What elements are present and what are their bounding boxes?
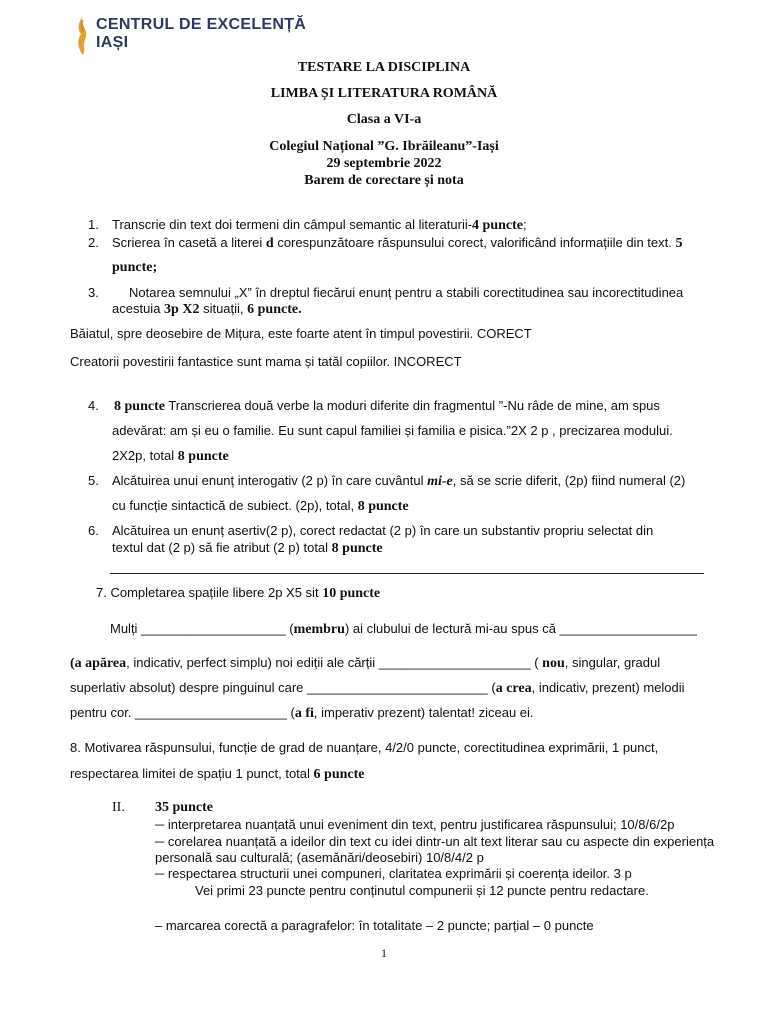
section-2-points: 35 puncte: [155, 800, 213, 815]
section-2-line-5: Vei primi 23 puncte pentru conținutul compunerii și 12 puncte pentru redactare.: [195, 883, 649, 898]
item-4-number: 4.: [88, 398, 99, 413]
fill-4-word: a fi: [294, 706, 314, 721]
item-3-points: 6 puncte.: [247, 302, 302, 317]
fill-2-word: (a apărea: [70, 656, 127, 671]
item-8-line-2: [70, 766, 364, 783]
item-5-line-2: [112, 498, 409, 515]
item-4-total-label: 2X2p, total: [112, 448, 178, 463]
item-5-number: 5.: [88, 473, 99, 488]
item-1: [112, 217, 527, 234]
fill-4-text-a: pentru cor. _____________________ (: [70, 705, 295, 720]
item-5-text-b: , să se scrie diferit, (2p) fiind numeral (2): [452, 473, 686, 488]
section-2-line-2: ─ corelarea nuanțată a ideilor din text cu idei dintr-un alt text literar sau cu aspecte din experiența: [155, 834, 715, 849]
fill-1-word: membru: [293, 622, 345, 637]
item-6-total: 8 puncte: [331, 541, 383, 556]
title-line-5: 29 septembrie 2022: [326, 156, 442, 171]
fill-3-text-b: , indicativ, prezent) melodii: [531, 680, 685, 695]
item-3-text-a: acestuia: [112, 301, 165, 316]
item-7-line: [96, 585, 380, 602]
section-2-line-1: ─ interpretarea nuanțată unui eveniment din text, pentru justificarea răspunsului; 10/8/6/2p: [155, 817, 675, 832]
item-4-line-2: adevărat: am și eu o familie. Eu sunt capul familiei și familia e pisica.”2X 2 p , precizarea modului.: [112, 423, 673, 438]
title-line-6: Barem de corectare și nota: [304, 173, 464, 188]
fill-line-1: [110, 621, 697, 638]
item-5-total: 8 puncte: [357, 499, 409, 514]
item-3-text-b: situații,: [199, 301, 248, 316]
title-line-4: Colegiul Național ”G. Ibrăileanu”-Iași: [269, 139, 499, 154]
item-3-line-2: [112, 301, 302, 318]
item-3-number: 3.: [88, 285, 99, 300]
flame-icon: [74, 14, 92, 56]
example-correct: Băiatul, spre deosebire de Mițura, este foarte atent în timpul povestirii. CORECT: [70, 326, 532, 341]
item-4-line-1: [114, 398, 660, 415]
item-2: [112, 235, 682, 252]
item-5-line-1: [112, 473, 685, 490]
item-4-total: 8 puncte: [177, 449, 229, 464]
fill-line-3: [70, 680, 685, 697]
divider-line: [110, 573, 704, 574]
section-2-line-4: ─ respectarea structurii unei compuneri, claritatea exprimării și coerența ideilor. 3 p: [155, 866, 632, 881]
title-line-1: TESTARE LA DISCIPLINA: [297, 60, 471, 75]
item-5-text-a: Alcătuirea unui enunț interogativ (2 p) în care cuvântul: [112, 473, 428, 488]
item-1-number: 1.: [88, 217, 99, 232]
item-5-total-label: cu funcție sintactică de subiect. (2p), total,: [112, 498, 358, 513]
fill-2-text-a: , indicativ, perfect simplu) noi ediții ale cărții _____________________ (: [126, 655, 543, 670]
fill-3-text-a: superlativ absolut) despre pinguinul care _________________________ (: [70, 680, 496, 695]
item-8-total: 6 puncte: [313, 767, 365, 782]
example-incorrect: Creatorii povestirii fantastice sunt mama și tatăl copiilor. INCORECT: [70, 354, 462, 369]
item-6-line-1: Alcătuirea un enunț asertiv(2 p), corect redactat (2 p) în care un substantiv propriu selectat din: [112, 523, 654, 538]
item-6-number: 6.: [88, 523, 99, 538]
section-2-line-6: – marcarea corectă a paragrafelor: în totalitate – 2 puncte; parțial – 0 puncte: [155, 918, 594, 933]
item-2-text-b: corespunzătoare răspunsului corect, valorificând informațiile din text.: [273, 235, 676, 250]
fill-4-text-b: , imperativ prezent) talentat! ziceau ei.: [313, 705, 534, 720]
title-line-3: Clasa a VI-a: [346, 112, 422, 127]
item-8-total-label: respectarea limitei de spațiu 1 punct, total: [70, 766, 314, 781]
item-3-multiplier: 3p X2: [164, 302, 200, 317]
item-4-line-3: [112, 448, 229, 465]
section-2-number: II.: [112, 800, 125, 815]
fill-line-4: [70, 705, 534, 722]
fill-2-word-2: nou: [542, 656, 565, 671]
item-2-number: 2.: [88, 235, 99, 250]
logo-line-1: CENTRUL DE EXCELENȚĂ: [96, 16, 307, 33]
item-5-word: mi-e: [427, 474, 453, 489]
item-4-text: Transcrierea două verbe la moduri diferite din fragmentul ”-Nu râde de mine, am spus: [164, 398, 660, 413]
page-number: 1: [381, 946, 387, 960]
section-2-line-3: personală sau culturală; (asemănări/deosebiri) 10/8/4/2 p: [155, 850, 484, 865]
title-line-2: LIMBA ȘI LITERATURA ROMÂNĂ: [270, 86, 498, 101]
item-1-points: 4 puncte: [472, 218, 523, 233]
fill-line-2: [70, 655, 660, 672]
item-3-line-1: Notarea semnului „X” în dreptul fiecărui enunț pentru a stabili corectitudinea sau incorectitudinea: [129, 285, 684, 300]
item-8-line-1: 8. Motivarea răspunsului, funcție de grad de nuanțare, 4/2/0 puncte, corectitudinea exprimării, 1 punct,: [70, 740, 659, 755]
item-7-points: 10 puncte: [322, 586, 381, 601]
item-4-points: 8 puncte: [114, 399, 165, 414]
item-2-points: 5: [675, 236, 683, 251]
fill-1-text-b: ) ai clubului de lectură mi-au spus că ___________________: [344, 621, 697, 636]
fill-3-word: a crea: [495, 681, 532, 696]
item-6-line-2: [112, 540, 383, 557]
item-1-tail: ;: [523, 217, 527, 232]
item-2-text-a: Scrierea în casetă a literei: [112, 235, 266, 250]
item-2-letter: d: [265, 236, 274, 251]
item-2-line-2: puncte;: [112, 260, 158, 275]
item-7-text: 7. Completarea spațiile libere 2p X5 sit: [96, 585, 323, 600]
logo-line-2: IAȘI: [96, 34, 129, 51]
item-1-text: Transcrie din text doi termeni din câmpul semantic al literaturii-: [112, 217, 473, 232]
fill-1-text-a: Mulți ____________________ (: [110, 621, 294, 636]
fill-2-text-b: , singular, gradul: [564, 655, 661, 670]
item-6-total-label: textul dat (2 p) să fie atribut (2 p) total: [112, 540, 332, 555]
